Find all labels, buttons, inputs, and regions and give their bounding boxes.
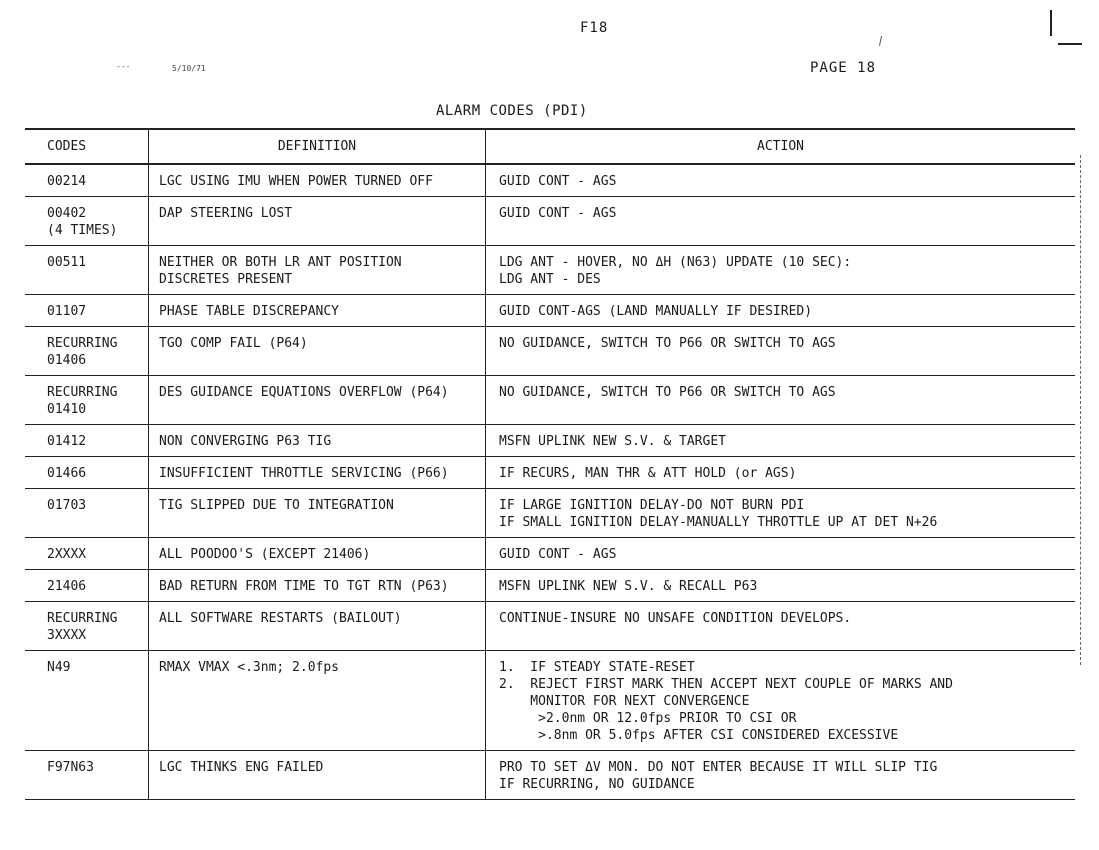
action-cell-line: IF LARGE IGNITION DELAY-DO NOT BURN PDI bbox=[499, 498, 805, 513]
document-title: ALARM CODES (PDI) bbox=[436, 103, 588, 119]
action-cell-line: GUID CONT - AGS bbox=[499, 174, 617, 189]
table-header-row bbox=[25, 129, 1075, 164]
page-id: F18 bbox=[580, 20, 609, 36]
definition-cell-line: LGC THINKS ENG FAILED bbox=[159, 760, 324, 775]
action-cell bbox=[486, 246, 1076, 295]
table-row bbox=[25, 489, 1075, 538]
action-cell-line: >2.0nm OR 12.0fps PRIOR TO CSI OR bbox=[499, 711, 797, 726]
column-header-codes: CODES bbox=[25, 129, 149, 164]
action-cell-line: NO GUIDANCE, SWITCH TO P66 OR SWITCH TO AGS bbox=[499, 385, 836, 400]
table-row bbox=[25, 457, 1075, 489]
action-cell-line: 1. IF STEADY STATE-RESET bbox=[499, 660, 695, 675]
definition-cell bbox=[149, 376, 486, 425]
action-cell-line: NO GUIDANCE, SWITCH TO P66 OR SWITCH TO AGS bbox=[499, 336, 836, 351]
action-cell-line: GUID CONT - AGS bbox=[499, 547, 617, 562]
alarm-rows bbox=[25, 164, 1075, 800]
table-row bbox=[25, 197, 1075, 246]
date-stamp: 5/10/71 bbox=[172, 64, 206, 73]
corner-mark bbox=[1050, 10, 1052, 36]
action-cell-line: IF RECURRING, NO GUIDANCE bbox=[499, 777, 695, 792]
definition-cell bbox=[149, 489, 486, 538]
action-cell-line: GUID CONT - AGS bbox=[499, 206, 617, 221]
table-row bbox=[25, 376, 1075, 425]
definition-cell-line: BAD RETURN FROM TIME TO TGT RTN (P63) bbox=[159, 579, 449, 594]
action-cell bbox=[486, 602, 1076, 651]
corner-mark bbox=[1058, 43, 1082, 45]
alarm-code-cell-line: 01406 bbox=[47, 353, 87, 368]
alarm-code-cell bbox=[25, 651, 149, 751]
dash-stamp: --- bbox=[116, 62, 131, 71]
action-cell-line: GUID CONT-AGS (LAND MANUALLY IF DESIRED) bbox=[499, 304, 813, 319]
definition-cell-line: DISCRETES PRESENT bbox=[159, 272, 293, 287]
alarm-code-cell-line: 00402 bbox=[47, 206, 87, 221]
action-cell-line: CONTINUE-INSURE NO UNSAFE CONDITION DEVELOPS. bbox=[499, 611, 852, 626]
column-header-action: ACTION bbox=[486, 129, 1076, 164]
action-cell bbox=[486, 457, 1076, 489]
alarm-code-cell-line: 01703 bbox=[47, 498, 87, 513]
definition-cell-line: PHASE TABLE DISCREPANCY bbox=[159, 304, 340, 319]
definition-cell-line: NEITHER OR BOTH LR ANT POSITION bbox=[159, 255, 402, 270]
action-cell bbox=[486, 164, 1076, 197]
definition-cell-line: DAP STEERING LOST bbox=[159, 206, 293, 221]
action-cell bbox=[486, 538, 1076, 570]
action-cell-line: >.8nm OR 5.0fps AFTER CSI CONSIDERED EXCESSIVE bbox=[499, 728, 899, 743]
alarm-code-cell bbox=[25, 164, 149, 197]
definition-cell-line: TIG SLIPPED DUE TO INTEGRATION bbox=[159, 498, 394, 513]
alarm-code-cell-line: 21406 bbox=[47, 579, 87, 594]
definition-cell-line: INSUFFICIENT THROTTLE SERVICING (P66) bbox=[159, 466, 449, 481]
action-cell bbox=[486, 376, 1076, 425]
table-row bbox=[25, 570, 1075, 602]
column-header-definition: DEFINITION bbox=[149, 129, 486, 164]
definition-cell bbox=[149, 751, 486, 800]
table-row bbox=[25, 295, 1075, 327]
action-cell bbox=[486, 197, 1076, 246]
action-cell bbox=[486, 570, 1076, 602]
definition-cell bbox=[149, 570, 486, 602]
action-cell bbox=[486, 651, 1076, 751]
action-cell-line: PRO TO SET ΔV MON. DO NOT ENTER BECAUSE IT WILL SLIP TIG bbox=[499, 760, 938, 775]
alarm-code-cell bbox=[25, 376, 149, 425]
table-row bbox=[25, 602, 1075, 651]
alarm-codes-table bbox=[25, 128, 1075, 800]
alarm-code-cell-line: 01410 bbox=[47, 402, 87, 417]
definition-cell-line: LGC USING IMU WHEN POWER TURNED OFF bbox=[159, 174, 433, 189]
definition-cell-line: ALL POODOO'S (EXCEPT 21406) bbox=[159, 547, 371, 562]
alarm-code-cell-line: (4 TIMES) bbox=[47, 223, 118, 238]
margin-line bbox=[1080, 155, 1082, 665]
definition-cell bbox=[149, 651, 486, 751]
alarm-code-cell bbox=[25, 602, 149, 651]
alarm-code-cell bbox=[25, 197, 149, 246]
definition-cell bbox=[149, 457, 486, 489]
definition-cell bbox=[149, 246, 486, 295]
action-cell bbox=[486, 751, 1076, 800]
table-row bbox=[25, 425, 1075, 457]
table-row bbox=[25, 751, 1075, 800]
alarm-code-cell-line: 2XXXX bbox=[47, 547, 87, 562]
definition-cell bbox=[149, 327, 486, 376]
tick-mark bbox=[879, 36, 882, 46]
alarm-code-cell-line: 01466 bbox=[47, 466, 87, 481]
alarm-code-cell-line: RECURRING bbox=[47, 336, 118, 351]
alarm-code-cell bbox=[25, 751, 149, 800]
alarm-code-cell-line: F97N63 bbox=[47, 760, 94, 775]
table-row bbox=[25, 246, 1075, 295]
alarm-code-cell bbox=[25, 489, 149, 538]
alarm-code-cell-line: 01107 bbox=[47, 304, 87, 319]
alarm-code-cell bbox=[25, 570, 149, 602]
alarm-code-cell-line: 00214 bbox=[47, 174, 87, 189]
action-cell-line: IF RECURS, MAN THR & ATT HOLD (or AGS) bbox=[499, 466, 797, 481]
definition-cell-line: RMAX VMAX <.3nm; 2.0fps bbox=[159, 660, 340, 675]
alarm-code-cell bbox=[25, 246, 149, 295]
alarm-code-cell bbox=[25, 538, 149, 570]
definition-cell bbox=[149, 197, 486, 246]
action-cell bbox=[486, 295, 1076, 327]
alarm-code-cell-line: 01412 bbox=[47, 434, 87, 449]
table-row bbox=[25, 538, 1075, 570]
alarm-code-cell bbox=[25, 295, 149, 327]
alarm-code-cell-line: 3XXXX bbox=[47, 628, 87, 643]
action-cell-line: IF SMALL IGNITION DELAY-MANUALLY THROTTLE UP AT DET N+26 bbox=[499, 515, 938, 530]
definition-cell bbox=[149, 295, 486, 327]
action-cell bbox=[486, 425, 1076, 457]
table-row bbox=[25, 327, 1075, 376]
alarm-code-cell bbox=[25, 327, 149, 376]
action-cell-line: MONITOR FOR NEXT CONVERGENCE bbox=[499, 694, 750, 709]
action-cell-line: MSFN UPLINK NEW S.V. & RECALL P63 bbox=[499, 579, 758, 594]
action-cell-line: LDG ANT - HOVER, NO ΔH (N63) UPDATE (10 SEC): bbox=[499, 255, 852, 270]
definition-cell-line: ALL SOFTWARE RESTARTS (BAILOUT) bbox=[159, 611, 402, 626]
table-row bbox=[25, 164, 1075, 197]
definition-cell bbox=[149, 538, 486, 570]
page-number: PAGE 18 bbox=[810, 60, 877, 76]
alarm-code-cell bbox=[25, 457, 149, 489]
action-cell-line: MSFN UPLINK NEW S.V. & TARGET bbox=[499, 434, 726, 449]
definition-cell bbox=[149, 425, 486, 457]
action-cell-line: LDG ANT - DES bbox=[499, 272, 601, 287]
definition-cell bbox=[149, 602, 486, 651]
action-cell bbox=[486, 327, 1076, 376]
action-cell-line: 2. REJECT FIRST MARK THEN ACCEPT NEXT COUPLE OF MARKS AND bbox=[499, 677, 953, 692]
definition-cell bbox=[149, 164, 486, 197]
table-row bbox=[25, 651, 1075, 751]
alarm-code-cell-line: RECURRING bbox=[47, 385, 118, 400]
definition-cell-line: TGO COMP FAIL (P64) bbox=[159, 336, 308, 351]
alarm-code-cell-line: N49 bbox=[47, 660, 71, 675]
alarm-code-cell-line: RECURRING bbox=[47, 611, 118, 626]
action-cell bbox=[486, 489, 1076, 538]
alarm-code-cell-line: 00511 bbox=[47, 255, 87, 270]
definition-cell-line: NON CONVERGING P63 TIG bbox=[159, 434, 332, 449]
alarm-code-cell bbox=[25, 425, 149, 457]
definition-cell-line: DES GUIDANCE EQUATIONS OVERFLOW (P64) bbox=[159, 385, 449, 400]
